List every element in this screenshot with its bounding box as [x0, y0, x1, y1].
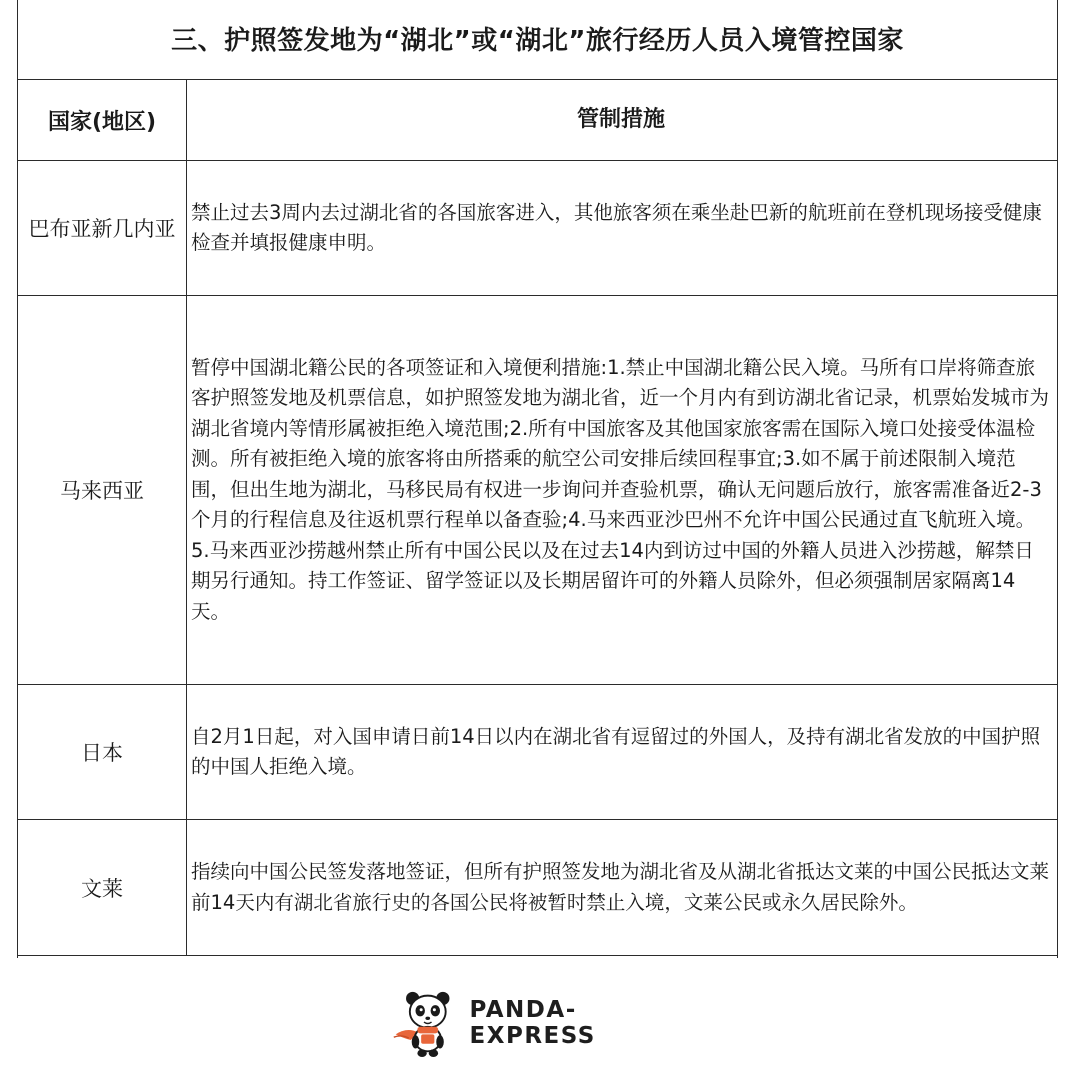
control-measures-table [17, 0, 1058, 958]
measures-text: 自2月1日起，对入国申请日前14日以内在湖北省有逗留过的外国人，及持有湖北省发放的中国护照的中国人拒绝入境。 [191, 724, 1041, 778]
header-measures: 管制措施 [576, 106, 665, 132]
measures-cell [187, 296, 1057, 684]
country-cell: 巴布亚新几内亚 [18, 161, 187, 295]
panda-mascot-icon [390, 983, 466, 1063]
country-cell: 日本 [18, 685, 187, 819]
table-row [18, 161, 1057, 296]
table-row [18, 685, 1057, 820]
panda-express-logo [390, 975, 690, 1070]
measures-text: 暂停中国湖北籍公民的各项签证和入境便利措施:1.禁止中国湖北籍公民入境。马所有口岸将筛查旅客护照签发地及机票信息，如护照签发地为湖北省，近一个月内有到访湖北省记录，机票始发城市为湖北省境内等情形属被拒绝入境范围;2.所有中国旅客及其他国家旅客需在国际入境口处接受体温检测。所有被拒绝入境的旅客将由所搭乘的航空公司安排后续回程事宜;3.如不属于前述限制入境范围，但出生地为湖北，马移民局有权进一步询问并查验机票，确认无问题后放行，旅客需准备近2-3个月的行程信息及往返机票行程单以备查验;4.马来西亚沙巴州不允许中国公民通过直飞航班入境。5.马来西亚沙捞越州禁止所有中国公民以及在过去14内到访过中国的外籍人员进入沙捞越，解禁日期另行通知。持工作签证、留学签证以及长期居留许可的外籍人员除外，但必须强制居家隔离14天。 [191, 355, 1050, 623]
table-row [18, 820, 1057, 956]
measures-cell [187, 820, 1057, 955]
brand-name: PANDA-EXPRESS [469, 996, 596, 1049]
country-cell: 文莱 [18, 820, 187, 955]
table-row [18, 296, 1057, 685]
header-country: 国家(地区) [18, 80, 187, 160]
table-header-row [18, 80, 1057, 161]
measures-text: 指续向中国公民签发落地签证，但所有护照签发地为湖北省及从湖北省抵达文莱的中国公民抵达文莱前14天内有湖北省旅行史的各国公民将被暂时禁止入境，文莱公民或永久居民除外。 [191, 860, 1050, 914]
table-title: 三、护照签发地为“湖北”或“湖北”旅行经历人员入境管控国家 [171, 26, 904, 56]
measures-cell [187, 685, 1057, 819]
measures-cell [187, 161, 1057, 295]
table-title-row [18, 0, 1057, 80]
measures-text: 禁止过去3周内去过湖北省的各国旅客进入，其他旅客须在乘坐赴巴新的航班前在登机现场接受健康检查并填报健康申明。 [191, 200, 1042, 254]
country-cell: 马来西亚 [18, 296, 187, 684]
